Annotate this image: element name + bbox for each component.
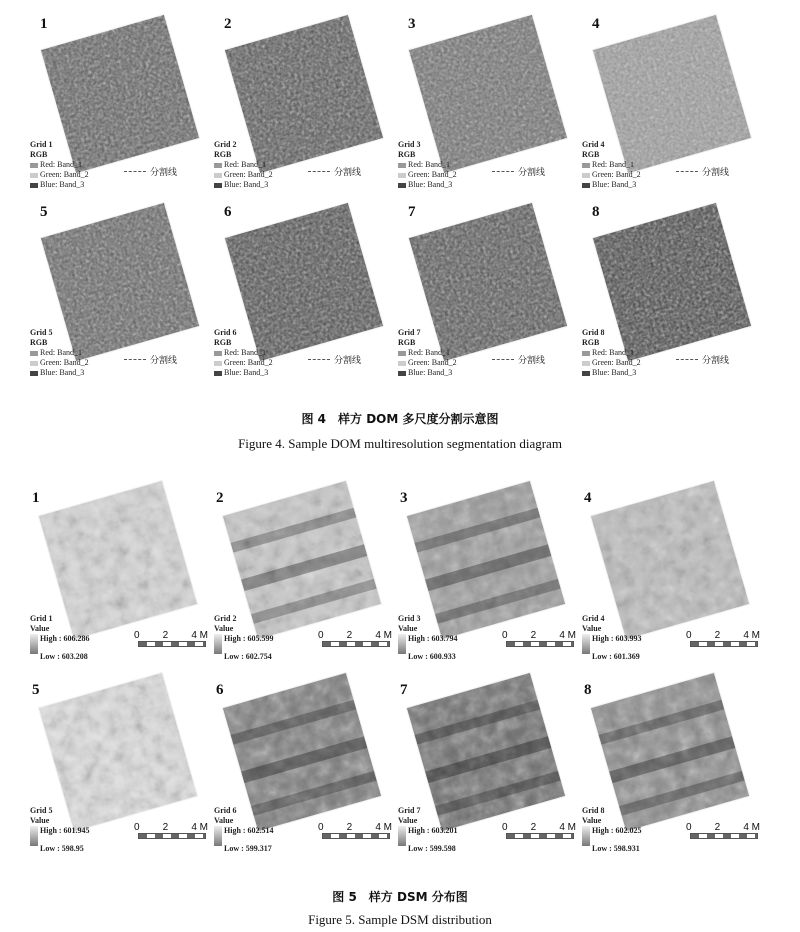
dashed-line-icon	[492, 359, 514, 360]
legend-value-label: Value	[30, 816, 50, 825]
scale-tick-0: 0	[134, 630, 140, 641]
scale-tick-2: 2	[714, 630, 721, 641]
legend-high: High : 603.201	[408, 826, 458, 835]
legend-blue: Blue: Band_3	[408, 368, 453, 377]
legend-rgb-label: RGB	[398, 150, 416, 159]
segmentation-line-legend	[492, 165, 545, 178]
figure-5-caption-en: Figure 5. Sample DSM distribution	[308, 912, 492, 927]
panel-number: 7	[400, 682, 408, 698]
panel-number: 6	[224, 204, 232, 220]
dom-legend	[30, 140, 89, 190]
legend-grid-label: Grid 7	[398, 328, 421, 337]
panel-number: 2	[224, 16, 232, 32]
legend-high: High : 601.945	[40, 826, 90, 835]
legend-low: Low : 602.754	[224, 652, 272, 661]
segmentation-line-label: 分割线	[150, 355, 178, 365]
dom-panel-8	[580, 188, 764, 376]
color-ramp-icon	[398, 634, 406, 654]
dom-legend	[398, 328, 457, 378]
scale-tick-4: 4 M	[559, 822, 576, 833]
legend-rgb-label: RGB	[214, 150, 232, 159]
scale-bar-graphic	[506, 833, 574, 839]
legend-grid-label: Grid 2	[214, 614, 237, 623]
panel-number: 4	[592, 16, 600, 32]
segmentation-line-legend	[308, 353, 361, 366]
scale-bar	[134, 630, 208, 647]
legend-rgb-label: RGB	[398, 338, 416, 347]
scale-bar	[318, 630, 392, 647]
legend-green: Green: Band_2	[592, 358, 641, 367]
dsm-panel-4	[580, 478, 764, 670]
dom-panel-4	[580, 0, 764, 188]
scale-bar-graphic	[322, 641, 390, 647]
legend-value-label: Value	[214, 816, 234, 825]
legend-value-label: Value	[214, 624, 234, 633]
panel-number: 5	[32, 682, 40, 698]
scale-bar	[686, 822, 760, 839]
legend-grid-label: Grid 6	[214, 328, 237, 337]
legend-grid-label: Grid 3	[398, 140, 421, 149]
scale-tick-4: 4 M	[191, 630, 208, 641]
legend-high: High : 602.514	[224, 826, 274, 835]
figure-4-caption-cn: 图 4 样方 DOM 多尺度分割示意图	[301, 412, 499, 426]
panel-number: 7	[408, 204, 416, 220]
scale-bar-graphic	[690, 641, 758, 647]
dom-panel-1	[28, 0, 212, 188]
dom-panel-5	[28, 188, 212, 376]
figure-4-caption-en: Figure 4. Sample DOM multiresolution segmentation diagram	[238, 436, 562, 451]
scale-bar	[134, 822, 208, 839]
dashed-line-icon	[308, 171, 330, 172]
scale-tick-0: 0	[502, 630, 508, 641]
legend-green: Green: Band_2	[40, 170, 89, 179]
dom-panel-3	[396, 0, 580, 188]
segmentation-line-label: 分割线	[518, 167, 546, 177]
legend-rgb-label: RGB	[582, 338, 600, 347]
legend-value-label: Value	[30, 624, 50, 633]
scale-bar-graphic	[138, 833, 206, 839]
segmentation-line-legend	[676, 165, 729, 178]
legend-red: Red: Band_1	[592, 348, 634, 357]
dsm-legend	[582, 806, 642, 854]
legend-value-label: Value	[398, 624, 418, 633]
legend-red: Red: Band_1	[40, 348, 82, 357]
scale-tick-4: 4 M	[375, 822, 392, 833]
legend-grid-label: Grid 7	[398, 806, 421, 815]
legend-grid-label: Grid 2	[214, 140, 237, 149]
panel-number: 6	[216, 682, 224, 698]
dsm-panel-8	[580, 670, 764, 862]
segmentation-line-label: 分割线	[702, 167, 730, 177]
color-ramp-icon	[30, 634, 38, 654]
dsm-panel-5	[28, 670, 212, 862]
legend-blue: Blue: Band_3	[40, 368, 85, 377]
scale-bar	[502, 630, 576, 647]
scale-tick-2: 2	[162, 630, 169, 641]
legend-grid-label: Grid 8	[582, 328, 605, 337]
panel-number: 1	[32, 490, 40, 506]
legend-low: Low : 599.598	[408, 844, 456, 853]
dashed-line-icon	[124, 359, 146, 360]
legend-blue: Blue: Band_3	[592, 368, 637, 377]
dsm-legend	[582, 614, 642, 662]
color-ramp-icon	[30, 826, 38, 846]
legend-red: Red: Band_1	[592, 160, 634, 169]
scale-bar-graphic	[138, 641, 206, 647]
scale-tick-2: 2	[714, 822, 721, 833]
legend-low: Low : 600.933	[408, 652, 456, 661]
figure-5-caption-cn: 图 5 样方 DSM 分布图	[332, 890, 468, 904]
legend-green: Green: Band_2	[40, 358, 89, 367]
legend-grid-label: Grid 4	[582, 614, 605, 623]
legend-grid-label: Grid 8	[582, 806, 605, 815]
legend-green: Green: Band_2	[408, 358, 457, 367]
segmentation-line-label: 分割线	[518, 355, 546, 365]
segmentation-line-label: 分割线	[150, 167, 178, 177]
legend-rgb-label: RGB	[30, 338, 48, 347]
segmentation-line-label: 分割线	[334, 355, 362, 365]
legend-blue: Blue: Band_3	[224, 180, 269, 189]
scale-bar-graphic	[690, 833, 758, 839]
dsm-legend	[30, 806, 90, 854]
scale-bar	[502, 822, 576, 839]
legend-value-label: Value	[582, 624, 602, 633]
legend-blue: Blue: Band_3	[224, 368, 269, 377]
color-ramp-icon	[214, 826, 222, 846]
dashed-line-icon	[124, 171, 146, 172]
legend-blue: Blue: Band_3	[408, 180, 453, 189]
legend-green: Green: Band_2	[592, 170, 641, 179]
scale-tick-0: 0	[318, 822, 324, 833]
dashed-line-icon	[676, 359, 698, 360]
legend-high: High : 606.286	[40, 634, 90, 643]
dsm-panel-6	[212, 670, 396, 862]
panel-number: 4	[584, 490, 592, 506]
segmentation-line-legend	[308, 165, 361, 178]
dom-legend	[214, 328, 273, 378]
legend-green: Green: Band_2	[408, 170, 457, 179]
scale-bar-graphic	[322, 833, 390, 839]
legend-grid-label: Grid 4	[582, 140, 605, 149]
dashed-line-icon	[492, 171, 514, 172]
dsm-legend	[398, 806, 458, 854]
dom-panel-2	[212, 0, 396, 188]
segmentation-line-legend	[676, 353, 729, 366]
legend-red: Red: Band_1	[408, 348, 450, 357]
dsm-panel-7	[396, 670, 580, 862]
legend-red: Red: Band_1	[224, 160, 266, 169]
scale-tick-4: 4 M	[191, 822, 208, 833]
color-ramp-icon	[214, 634, 222, 654]
legend-grid-label: Grid 1	[30, 614, 53, 623]
segmentation-line-label: 分割线	[334, 167, 362, 177]
scale-tick-2: 2	[530, 822, 537, 833]
legend-high: High : 605.599	[224, 634, 274, 643]
dom-legend	[582, 328, 641, 378]
legend-rgb-label: RGB	[30, 150, 48, 159]
color-ramp-icon	[582, 634, 590, 654]
dsm-legend	[30, 614, 90, 662]
legend-grid-label: Grid 3	[398, 614, 421, 623]
panel-number: 1	[40, 16, 48, 32]
legend-value-label: Value	[398, 816, 418, 825]
legend-grid-label: Grid 5	[30, 806, 53, 815]
scale-bar	[318, 822, 392, 839]
panel-number: 8	[592, 204, 600, 220]
legend-rgb-label: RGB	[582, 150, 600, 159]
legend-green: Green: Band_2	[224, 358, 273, 367]
scale-tick-4: 4 M	[375, 630, 392, 641]
legend-low: Low : 598.931	[592, 844, 640, 853]
scale-tick-4: 4 M	[559, 630, 576, 641]
scale-tick-4: 4 M	[743, 822, 760, 833]
panel-number: 3	[408, 16, 416, 32]
dsm-panel-1	[28, 478, 212, 670]
dom-panel-6	[212, 188, 396, 376]
dom-legend	[398, 140, 457, 190]
panel-number: 8	[584, 682, 592, 698]
legend-green: Green: Band_2	[224, 170, 273, 179]
legend-grid-label: Grid 1	[30, 140, 53, 149]
scale-tick-4: 4 M	[743, 630, 760, 641]
panel-number: 5	[40, 204, 48, 220]
scale-tick-2: 2	[162, 822, 169, 833]
dashed-line-icon	[676, 171, 698, 172]
legend-blue: Blue: Band_3	[592, 180, 637, 189]
legend-high: High : 602.025	[592, 826, 642, 835]
dom-legend	[214, 140, 273, 190]
dom-legend	[30, 328, 89, 378]
scale-tick-2: 2	[346, 630, 353, 641]
legend-red: Red: Band_1	[224, 348, 266, 357]
panel-number: 3	[400, 490, 408, 506]
dsm-legend	[214, 806, 274, 854]
legend-low: Low : 601.369	[592, 652, 640, 661]
legend-high: High : 603.993	[592, 634, 642, 643]
legend-red: Red: Band_1	[408, 160, 450, 169]
legend-blue: Blue: Band_3	[40, 180, 85, 189]
scale-tick-0: 0	[134, 822, 140, 833]
scale-tick-0: 0	[686, 822, 692, 833]
segmentation-line-legend	[492, 353, 545, 366]
dom-panel-7	[396, 188, 580, 376]
dsm-legend	[214, 614, 274, 662]
scale-tick-0: 0	[318, 630, 324, 641]
scale-bar-graphic	[506, 641, 574, 647]
scale-tick-2: 2	[346, 822, 353, 833]
panel-number: 2	[216, 490, 224, 506]
legend-low: Low : 599.317	[224, 844, 272, 853]
dsm-panel-2	[212, 478, 396, 670]
legend-value-label: Value	[582, 816, 602, 825]
dashed-line-icon	[308, 359, 330, 360]
legend-red: Red: Band_1	[40, 160, 82, 169]
scale-bar	[686, 630, 760, 647]
legend-low: Low : 603.208	[40, 652, 88, 661]
legend-high: High : 603.794	[408, 634, 458, 643]
color-ramp-icon	[582, 826, 590, 846]
dsm-panel-3	[396, 478, 580, 670]
segmentation-line-label: 分割线	[702, 355, 730, 365]
dom-legend	[582, 140, 641, 190]
scale-tick-2: 2	[530, 630, 537, 641]
dsm-legend	[398, 614, 458, 662]
legend-rgb-label: RGB	[214, 338, 232, 347]
legend-grid-label: Grid 6	[214, 806, 237, 815]
legend-low: Low : 598.95	[40, 844, 84, 853]
segmentation-line-legend	[124, 165, 177, 178]
scale-tick-0: 0	[502, 822, 508, 833]
segmentation-line-legend	[124, 353, 177, 366]
scale-tick-0: 0	[686, 630, 692, 641]
legend-grid-label: Grid 5	[30, 328, 53, 337]
color-ramp-icon	[398, 826, 406, 846]
